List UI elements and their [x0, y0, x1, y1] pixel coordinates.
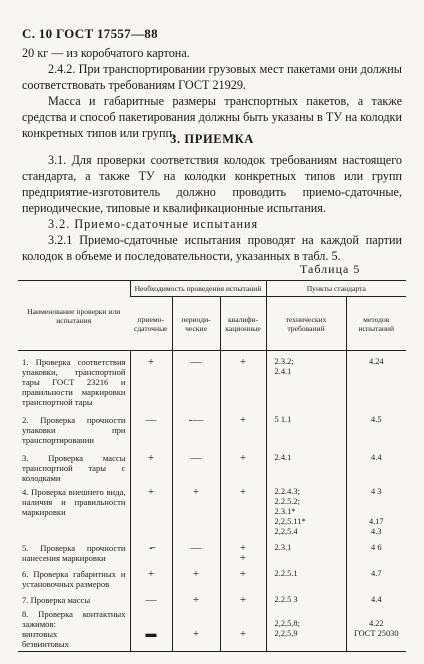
cell-acceptance: ▬: [130, 607, 172, 652]
cell-test-name: 4. Проверка внешнего вида, наличия и правильности маркировки: [22, 487, 126, 517]
cell-acceptance: +: [130, 351, 172, 410]
table-row: [18, 409, 406, 447]
paragraph-packaging: Масса и габаритные размеры транспортных пакетов, а также средства и способ пакетирования должны быть указаны в ТУ на колодки конкретных типов или групп.: [22, 94, 402, 140]
table-row: [18, 539, 406, 565]
cell-qualification: +: [220, 447, 266, 485]
cell-periodic: +: [172, 565, 220, 591]
cell-periodic: —: [172, 539, 220, 565]
cell-tech-requirements: 2.2.4.3; 2.2.5.2; 2.3.1* 2,2,5.11* 2,2,5.4: [266, 485, 346, 539]
header-necessity: Необходимость проведения испытаний: [130, 281, 266, 297]
section-title: 3. ПРИЕМКА: [170, 132, 254, 146]
page-header: С. 10 ГОСТ 17557—88: [22, 26, 158, 41]
cell-tech-requirements: 2,2,5,8; 2,2,5,9: [266, 607, 346, 652]
cell-qualification: +: [220, 607, 266, 652]
cell-acceptance: +: [130, 485, 172, 539]
cell-test-methods: 4.24: [346, 351, 406, 410]
cell-test-methods: 4.4: [346, 591, 406, 607]
header-qualification: квалифи-кационные: [220, 297, 266, 351]
cell-test-name: 6. Проверка габаритных и установочных размеров: [22, 569, 126, 589]
header-tech-requirements: технических требований: [266, 297, 346, 351]
cell-periodic: +: [172, 485, 220, 539]
table-row: [18, 591, 406, 607]
cell-acceptance: +: [130, 565, 172, 591]
table-body: [18, 351, 406, 652]
cell-test-methods: 4.5: [346, 409, 406, 447]
cell-periodic: +: [172, 607, 220, 652]
cell-test-methods: 4 6: [346, 539, 406, 565]
cell-periodic: +: [172, 591, 220, 607]
cell-test-name: 8. Проверка контактных зажимов: винтовых безвинтовых: [18, 607, 130, 652]
table-row: [18, 607, 406, 652]
table-row: [18, 447, 406, 485]
paragraph-3-2-1: 3.2.1 Приемо-сдаточные испытания проводят на каждой партии колодок в объеме и последовательности, указанных в табл. 5.: [22, 233, 402, 263]
cell-qualification: +: [220, 565, 266, 591]
header-acceptance: приемо-сдаточные: [130, 297, 172, 351]
cell-acceptance: —: [130, 591, 172, 607]
cell-qualification: +: [220, 351, 266, 410]
cell-acceptance: —: [130, 409, 172, 447]
cell-test-name: 5. Проверка прочности нанесения маркировки: [22, 543, 126, 563]
cell-tech-requirements: 2.3.2; 2.4.1: [266, 351, 346, 410]
cell-tech-requirements: 2.2.5.1: [266, 565, 346, 591]
cell-test-name: 2. Проверка прочности упаковки при транспортировании: [22, 415, 126, 445]
cell-periodic: -—: [172, 409, 220, 447]
cell-tech-requirements: 2.3.1: [266, 539, 346, 565]
cell-tech-requirements: 2.2.5 3: [266, 591, 346, 607]
table-row: [18, 565, 406, 591]
cell-test-methods: 4.22 ГОСТ 25030: [346, 607, 406, 652]
table-5: [18, 280, 406, 652]
cell-tech-requirements: 5 1.1: [266, 409, 346, 447]
table-row: [18, 485, 406, 539]
paragraph-3-2: 3.2. Приемо-сдаточные испытания: [48, 217, 259, 231]
cell-acceptance: -̶: [130, 539, 172, 565]
paragraph-carton: 20 кг — из коробчатого картона.: [22, 46, 190, 60]
cell-test-methods: 4.7: [346, 565, 406, 591]
table-row: [18, 351, 406, 410]
header-periodic: периоди-ческие: [172, 297, 220, 351]
cell-test-name: 3. Проверка массы транспортной тары с колодками: [22, 453, 126, 483]
cell-periodic: —: [172, 447, 220, 485]
cell-test-name: 7. Проверка массы: [22, 595, 91, 605]
header-test-methods: методов испытаний: [346, 297, 406, 351]
paragraph-3-1: 3.1. Для проверки соответствия колодок требованиям настоящего стандарта, а также ТУ на колодки конкретных типов или групп предприятие-изготовитель должно проводить приемо-сдаточные, периодические, типовые и квалификационные испытания.: [22, 153, 402, 215]
cell-qualification: +: [220, 409, 266, 447]
cell-tech-requirements: 2.4.1: [266, 447, 346, 485]
paragraph-2-4-2: 2.4.2. При транспортировании грузовых мест пакетами они должны соответствовать требованиям ГОСТ 21929.: [22, 62, 402, 92]
cell-periodic: —: [172, 351, 220, 410]
cell-qualification: +: [220, 485, 266, 539]
cell-qualification: + +: [220, 539, 266, 565]
header-standard-points: Пункты стандарта: [266, 281, 406, 297]
cell-acceptance: +: [130, 447, 172, 485]
cell-test-methods: 4 3 4.17 4.3: [346, 485, 406, 539]
cell-qualification: +: [220, 591, 266, 607]
cell-test-name: 1. Проверка соответствия упаковки, транспортной тары ГОСТ 23216 и правильности маркировки транспортной тары: [22, 357, 126, 407]
cell-test-methods: 4.4: [346, 447, 406, 485]
table-caption: Таблица 5: [300, 262, 361, 276]
header-test-name: Наименование проверки или испытания: [18, 281, 130, 351]
